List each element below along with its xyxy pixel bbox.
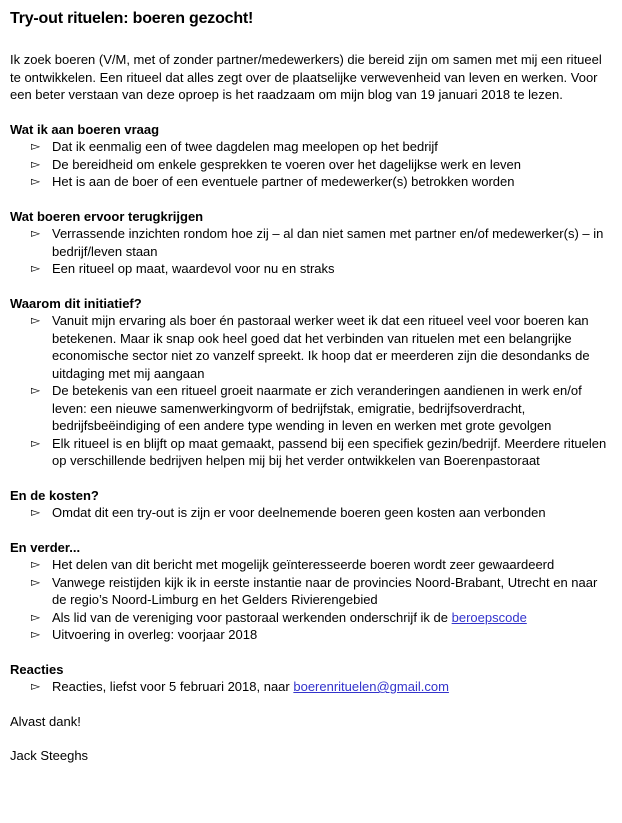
- section-en-verder: [10, 539, 610, 644]
- section-heading: En de kosten?: [10, 487, 99, 503]
- list-item-text-prefix: Als lid van de vereniging voor pastoraal werkenden onderschrijf ik de: [52, 609, 452, 625]
- list-item: [10, 678, 610, 696]
- closing-text: Alvast dank!: [10, 713, 81, 729]
- arrow-bullet-icon: ▻: [31, 627, 41, 641]
- list-item: [10, 626, 610, 644]
- list-item-text: Het is aan de boer of een eventuele partner of medewerker(s) betrokken worden: [52, 174, 515, 189]
- list-item-text: Omdat dit een try-out is zijn er voor deelnemende boeren geen kosten aan verbonden: [52, 505, 546, 520]
- beroepscode-link[interactable]: beroepscode: [451, 609, 527, 625]
- list-item-text: Een ritueel op maat, waardevol voor nu en straks: [52, 261, 335, 276]
- section-wat-ik-aan-boeren-vraag: [10, 121, 610, 191]
- section-heading: Waarom dit initiatief?: [10, 295, 142, 311]
- list-item: [10, 173, 610, 191]
- arrow-bullet-icon: ▻: [31, 435, 41, 450]
- arrow-bullet-icon: ▻: [31, 557, 41, 571]
- list-item: [10, 556, 610, 574]
- list-item-text: Vanuit mijn ervaring als boer én pastoraal werker weet ik dat een ritueel veel voor boeren kan betekenen. Maar ik snap ook heel goed dat het verbinden van rituelen met een belangrijke economische sector niet zo vanzelf spreekt. Ik hoop dat er meerderen zijn die desondanks de uitdaging met mij aangaan: [52, 313, 590, 381]
- arrow-bullet-icon: ▻: [31, 226, 41, 240]
- signature: Jack Steeghs: [10, 748, 89, 763]
- bullet-list: [10, 225, 610, 278]
- arrow-bullet-icon: ▻: [31, 174, 41, 188]
- arrow-bullet-icon: ▻: [31, 505, 41, 519]
- list-item: [10, 382, 610, 435]
- arrow-bullet-icon: ▻: [31, 261, 41, 275]
- bullet-list: [10, 138, 610, 191]
- list-item-text: [52, 679, 449, 694]
- section-heading: Wat ik aan boeren vraag: [10, 121, 160, 137]
- list-item: [10, 574, 610, 609]
- list-item: [10, 504, 610, 522]
- list-item-text: Vanwege reistijden kijk ik in eerste instantie naar de provincies Noord-Brabant, Utrecht en naar de regio’s Noord-Limburg en het Gelders Rivierengebied: [52, 574, 598, 607]
- section-heading: Reacties: [10, 661, 64, 677]
- list-item-text: De bereidheid om enkele gesprekken te voeren over het dagelijkse werk en leven: [52, 156, 522, 172]
- list-item-text: Het delen van dit bericht met mogelijk geïnteresseerde boeren wordt zeer gewaardeerd: [52, 557, 555, 572]
- bullet-list: [10, 678, 610, 696]
- arrow-bullet-icon: ▻: [31, 383, 41, 397]
- page-title: Try-out rituelen: boeren gezocht!: [10, 10, 254, 27]
- section-en-de-kosten: [10, 487, 610, 522]
- list-item-text: Dat ik eenmalig een of twee dagdelen mag meelopen op het bedrijf: [52, 139, 438, 154]
- list-item-text-prefix: Reacties, liefst voor 5 februari 2018, naar: [52, 679, 294, 694]
- intro-paragraph: Ik zoek boeren (V/M, met of zonder partner/medewerkers) die bereid zijn om samen met mij een ritueel te ontwikkelen. Een ritueel dat alles zegt over de plaatselijke verwevenheid van leven en werken. Voor een beter verstaan van deze oproep is het raadzaam om mijn blog van 19 januari 2018 te lezen.: [10, 52, 602, 102]
- bullet-list: [10, 504, 610, 522]
- list-item: [10, 156, 610, 174]
- bullet-list: [10, 556, 610, 644]
- list-item: [10, 225, 610, 260]
- arrow-bullet-icon: ▻: [31, 574, 41, 589]
- arrow-bullet-icon: ▻: [31, 156, 41, 171]
- section-heading: Wat boeren ervoor terugkrijgen: [10, 208, 204, 224]
- arrow-bullet-icon: ▻: [31, 313, 41, 327]
- section-heading: En verder...: [10, 539, 81, 555]
- list-item: [10, 609, 610, 627]
- section-waarom-dit-initiatief: [10, 295, 610, 470]
- list-item-text: [52, 610, 527, 625]
- list-item-text: De betekenis van een ritueel groeit naarmate er zich veranderingen aandienen in werk en/of leven: een nieuwe samenwerkingvorm of bedrijfstak, emigratie, bedrijfsoverdracht, bedrijfsbeëindiging of een andere type wending in leven en werken met grote gevolgen: [52, 383, 582, 433]
- bullet-list: [10, 312, 610, 470]
- list-item-text: Verrassende inzichten rondom hoe zij – al dan niet samen met partner en/of medewerker(s) – in bedrijf/leven staan: [52, 226, 604, 259]
- list-item: [10, 435, 610, 470]
- list-item: [10, 260, 610, 278]
- list-item-text: Uitvoering in overleg: voorjaar 2018: [52, 627, 258, 642]
- arrow-bullet-icon: ▻: [31, 139, 41, 153]
- list-item-text: Elk ritueel is en blijft op maat gemaakt, passend bij een specifiek gezin/bedrijf. Meerdere rituelen op verschillende bedrijven helpen mij bij het verder ontwikkelen van Boerenpastoraat: [52, 435, 607, 468]
- email-link[interactable]: boerenrituelen@gmail.com: [293, 679, 449, 694]
- section-reacties: [10, 661, 610, 696]
- arrow-bullet-icon: ▻: [31, 609, 41, 624]
- arrow-bullet-icon: ▻: [31, 679, 41, 693]
- list-item: [10, 138, 610, 156]
- section-wat-boeren-ervoor-terugkrijgen: [10, 208, 610, 278]
- list-item: [10, 312, 610, 382]
